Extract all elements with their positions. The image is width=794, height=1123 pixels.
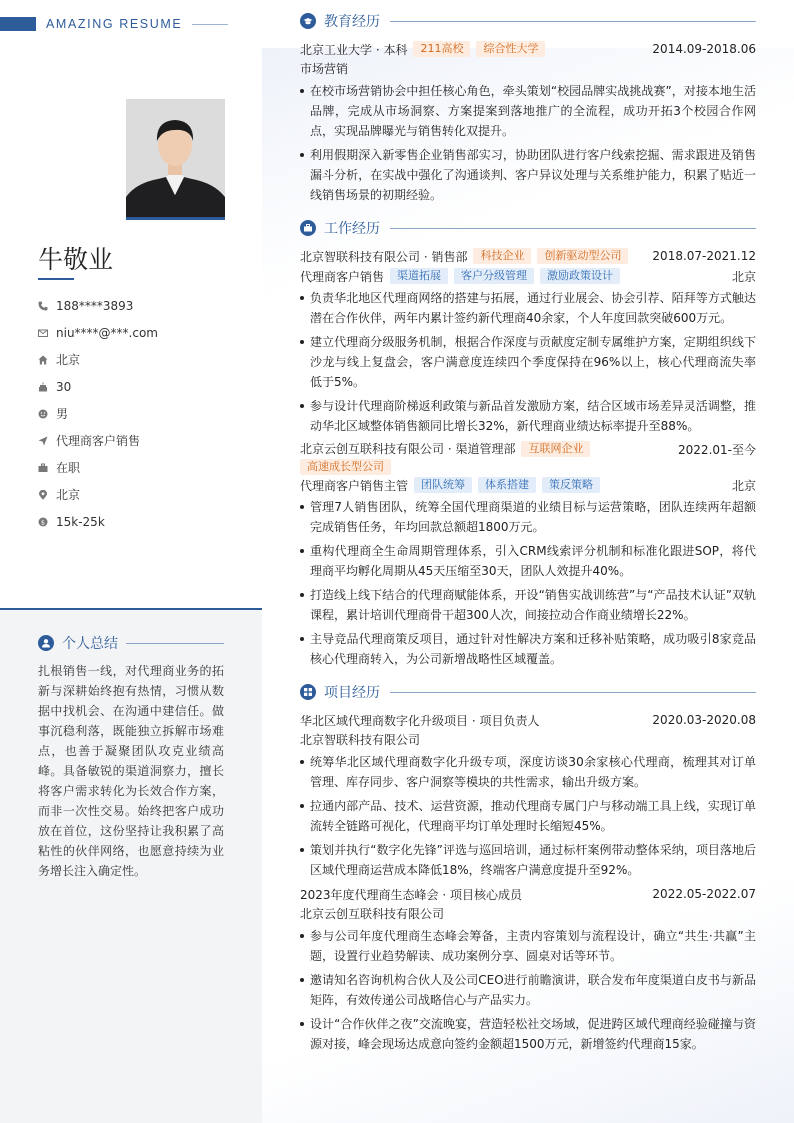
brand-header (0, 17, 228, 31)
project-name-row (300, 884, 756, 904)
project-bullets (300, 926, 756, 1054)
role-tag: 策反策略 (542, 477, 600, 493)
info-city (38, 346, 158, 373)
project-name: 2023年度代理商生态峰会 · 项目核心成员 (300, 887, 522, 902)
location-pin-icon (38, 490, 48, 500)
grid-icon (300, 684, 316, 700)
summary-header-line (126, 643, 224, 644)
phone-icon (38, 301, 48, 311)
send-icon (38, 436, 48, 446)
job-role: 代理商客户销售 (300, 269, 385, 284)
contact-info-list (38, 292, 158, 535)
info-email-text: niu****@***.com (56, 325, 158, 340)
job-company-row (300, 246, 756, 266)
briefcase-icon (300, 220, 316, 236)
info-target-role (38, 427, 158, 454)
role-tag: 激励政策设计 (540, 268, 620, 284)
project-name: 华北区域代理商数字化升级项目 · 项目负责人 (300, 713, 540, 728)
info-phone-text: 188****3893 (56, 298, 134, 313)
job-city: 北京 (731, 269, 756, 284)
job-company-row (300, 440, 756, 475)
list-item: 打造线上线下结合的代理商赋能体系，开设“销售实战训练营”与“产品技术认证”双轨课程，累计培训代理商骨干超300人次，间接拉动合作商业绩增长22%。 (300, 585, 756, 625)
project-2 (300, 884, 756, 1054)
projects-title: 项目经历 (324, 685, 380, 701)
list-item: 利用假期深入新零售企业销售部实习，协助团队进行客户线索挖掘、需求跟进及销售漏斗分析，在实战中强化了沟通谈判、客户异议处理与关系维护能力，积累了贴近一线销售场景的初期经验。 (300, 145, 756, 205)
company-tag: 创新驱动型公司 (537, 248, 628, 264)
company-tag: 高速成长型公司 (300, 459, 391, 475)
info-salary-text: 15k-25k (56, 514, 105, 529)
list-item: 参与设计代理商阶梯返利政策与新品首发激励方案，结合区域市场差异灵活调整，推动华北区域整体销售额同比增长32%，新代理商业绩达标率提升至88%。 (300, 396, 756, 436)
job-role: 代理商客户销售主管 (300, 478, 409, 493)
job-bullets (300, 497, 756, 669)
role-tag: 团队统筹 (414, 477, 472, 493)
projects-header-line (390, 692, 756, 693)
work-section (300, 218, 756, 673)
education-section (300, 11, 756, 209)
project-name-row (300, 710, 756, 730)
info-city-text: 北京 (56, 353, 81, 367)
person-portrait-icon (126, 99, 225, 217)
education-tag: 综合性大学 (476, 41, 545, 57)
info-salary (38, 508, 158, 535)
project-org-text: 北京云创互联科技有限公司 (300, 907, 445, 921)
job-1 (300, 246, 756, 436)
list-item: 参与公司年度代理商生态峰会筹备，主责内容策划与流程设计，确立“共生·共赢”主题，设置行业趋势解读、成功案例分享、圆桌对话等环节。 (300, 926, 756, 966)
profile-photo (126, 99, 225, 220)
list-item: 设计“合作伙伴之夜”交流晚宴，营造轻松社交场域，促进跨区域代理商经验碰撞与资源对接，峰会现场达成意向签约金额超1500万元，新增签约代理商15家。 (300, 1014, 756, 1054)
list-item: 主导竞品代理商策反项目，通过针对性解决方案和迁移补贴策略，成功吸引8家竞品核心代理商转入，为公司新增战略性区域覆盖。 (300, 629, 756, 669)
education-school: 北京工业大学 · 本科 (300, 42, 408, 57)
job-role-row (300, 266, 756, 286)
education-tag: 211高校 (413, 41, 470, 57)
role-tag: 体系搭建 (478, 477, 536, 493)
money-icon (38, 517, 48, 527)
projects-section (300, 682, 756, 1058)
brand-line (192, 24, 228, 25)
project-date: 2022.05-2022.07 (652, 887, 756, 901)
education-header-line (390, 21, 756, 22)
education-major-text: 市场营销 (300, 62, 349, 76)
list-item: 统筹华北区域代理商数字化升级专项，深度访谈30余家核心代理商，梳理其对订单管理、库存同步、客户洞察等模块的共性需求，输出升级方案。 (300, 752, 756, 792)
info-status (38, 454, 158, 481)
svg-text:$: $ (40, 517, 46, 526)
list-item: 重构代理商全生命周期管理体系，引入CRM线索评分机制和标准化跟进SOP，将代理商平均孵化周期从45天压缩至30天，团队人效提升40%。 (300, 541, 756, 581)
graduation-cap-icon (300, 13, 316, 29)
cake-icon (38, 382, 48, 392)
project-org (300, 730, 756, 750)
info-status-text: 在职 (56, 461, 81, 475)
list-item: 拉通内部产品、技术、运营资源，推动代理商专属门户与移动端工具上线，实现订单流转全链路可视化，代理商平均订单处理时长缩短45%。 (300, 796, 756, 836)
education-header (300, 11, 756, 31)
briefcase-icon (38, 463, 48, 473)
job-company: 北京智联科技有限公司 · 销售部 (300, 249, 468, 264)
info-email (38, 319, 158, 346)
role-tag: 渠道拓展 (390, 268, 448, 284)
list-item: 建立代理商分级服务机制，根据合作深度与贡献度定制专属维护方案，定期组织线下沙龙与线上复盘会，客户满意度连续四个季度保持在96%以上，核心代理商流失率低于5%。 (300, 332, 756, 392)
education-date: 2014.09-2018.06 (652, 42, 756, 56)
summary-header (38, 633, 224, 653)
name-underline (38, 278, 74, 280)
profile-name: 牛敬业 (38, 245, 114, 274)
education-bullets (300, 81, 756, 205)
info-target-city (38, 481, 158, 508)
work-title: 工作经历 (324, 221, 380, 237)
work-header-line (390, 228, 756, 229)
job-2 (300, 440, 756, 669)
project-org (300, 904, 756, 924)
sidebar-divider (0, 608, 262, 610)
job-role-row (300, 475, 756, 495)
education-school-row (300, 39, 756, 59)
info-gender (38, 400, 158, 427)
job-city: 北京 (731, 478, 756, 493)
brand-bar (0, 17, 36, 31)
list-item: 策划并执行“数字化先锋”评选与巡回培训，通过标杆案例带动整体采纳，项目落地后区域代理商运营成本降低18%，终端客户满意度提升至92%。 (300, 840, 756, 880)
project-date: 2020.03-2020.08 (652, 713, 756, 727)
brand-text: AMAZING RESUME (46, 17, 183, 31)
user-icon (38, 635, 54, 651)
project-org-text: 北京智联科技有限公司 (300, 733, 421, 747)
summary-title: 个人总结 (62, 636, 118, 652)
info-phone (38, 292, 158, 319)
info-target-role-text: 代理商客户销售 (56, 434, 141, 448)
info-age-text: 30 (56, 379, 72, 394)
company-tag: 科技企业 (473, 248, 531, 264)
face-icon (38, 409, 48, 419)
projects-header (300, 682, 756, 702)
home-icon (38, 355, 48, 365)
summary-text: 扎根销售一线，对代理商业务的拓新与深耕始终抱有热情，习惯从数据中找机会、在沟通中建信任。做事沉稳利落，既能独立拆解市场难点，也善于凝聚团队攻克业绩高峰。具备敏锐的渠道洞察力，擅长将客户需求转化为长效合作方案，而非一次性交易。始终把客户成功放在首位，这份坚持让我积累了高粘性的伙伴网络，也愿意持续为业务增长注入确定性。 (38, 664, 224, 878)
project-bullets (300, 752, 756, 880)
project-1 (300, 710, 756, 880)
list-item: 在校市场营销协会中担任核心角色，牵头策划“校园品牌实战挑战赛”，对接本地生活品牌，完成从市场洞察、方案提案到落地推广的全流程，成功开拓3个校园合作网点，实现品牌曝光与销售转化双提升。 (300, 81, 756, 141)
info-age (38, 373, 158, 400)
list-item: 邀请知名咨询机构合伙人及公司CEO进行前瞻演讲，联合发布年度渠道白皮书与新品矩阵，有效传递公司战略信心与产品实力。 (300, 970, 756, 1010)
info-gender-text: 男 (56, 407, 69, 421)
list-item: 负责华北地区代理商网络的搭建与拓展，通过行业展会、协会引荐、陌拜等方式触达潜在合作伙伴，两年内累计签约新代理商40余家，个人年度回款突破600万元。 (300, 288, 756, 328)
job-date: 2018.07-2021.12 (652, 249, 756, 263)
info-target-city-text: 北京 (56, 488, 81, 502)
education-title: 教育经历 (324, 14, 380, 30)
job-company: 北京云创互联科技有限公司 · 渠道管理部 (300, 442, 516, 456)
company-tag: 互联网企业 (521, 441, 590, 457)
education-major (300, 59, 756, 79)
job-date: 2022.01-至今 (678, 443, 756, 457)
role-tag: 客户分级管理 (454, 268, 534, 284)
job-bullets (300, 288, 756, 436)
work-header (300, 218, 756, 238)
mail-icon (38, 328, 48, 338)
list-item: 管理7人销售团队，统筹全国代理商渠道的业绩目标与运营策略，团队连续两年超额完成销售任务，年均回款总额超1800万元。 (300, 497, 756, 537)
